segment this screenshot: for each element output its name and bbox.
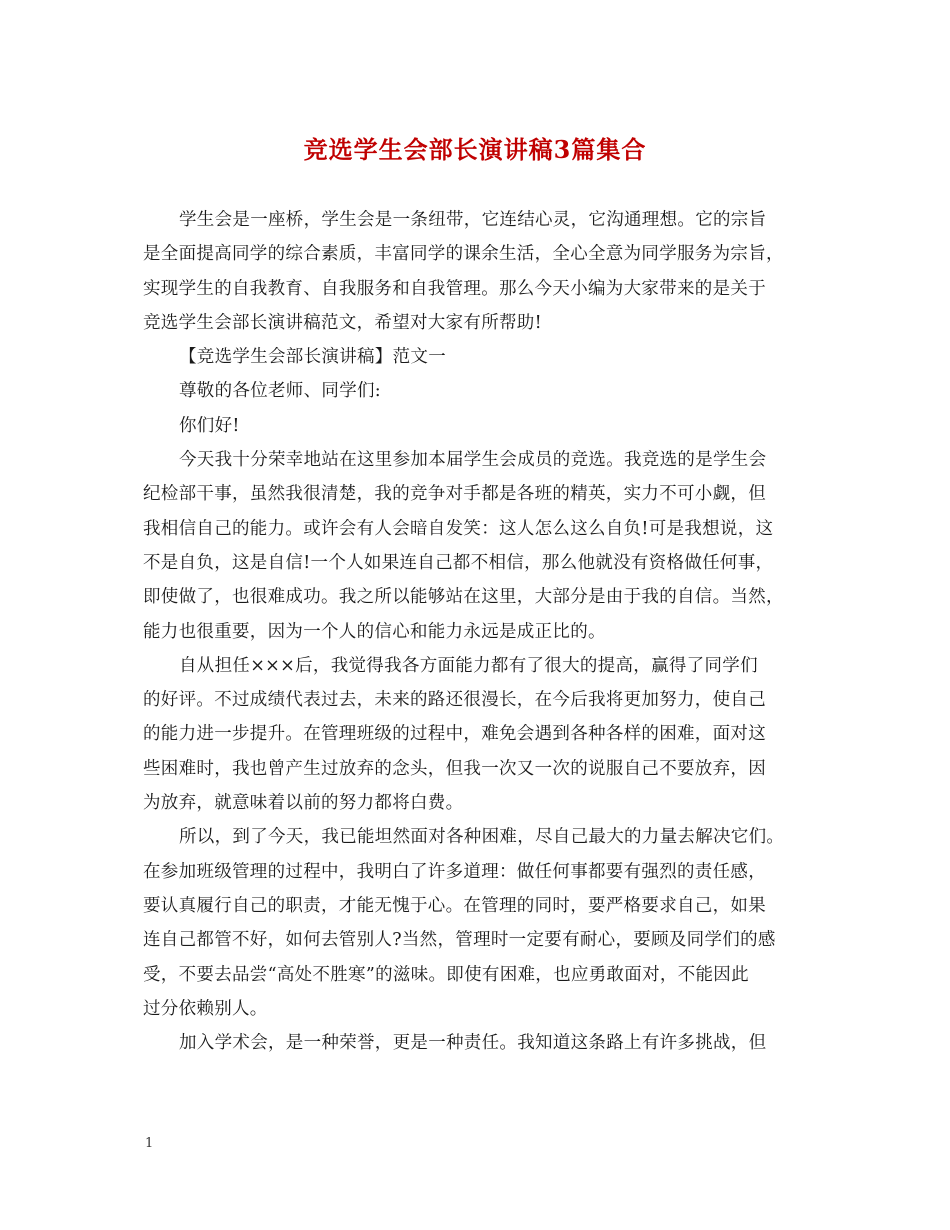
text-line: 所以，到了今天，我已能坦然面对各种困难，尽自己最大的力量去解决它们。 <box>179 827 785 848</box>
text-line: 加入学术会，是一种荣誉，更是一种责任。我知道这条路上有许多挑战，但 <box>179 1033 767 1054</box>
text-line: 【竞选学生会部长演讲稿】范文一 <box>179 347 446 368</box>
text-line: 尊敬的各位老师、同学们: <box>179 381 381 402</box>
document-body <box>143 203 818 1060</box>
text-line: 的能力进一步提升。在管理班级的过程中，难免会遇到各种各样的困难，面对这 <box>143 724 766 745</box>
text-line: 为放弃，就意味着以前的努力都将白费。 <box>143 793 464 814</box>
text-line: 些困难时，我也曾产生过放弃的念头，但我一次又一次的说服自己不要放弃，因 <box>143 758 766 779</box>
text-line: 自从担任×××后，我觉得我各方面能力都有了很大的提高，赢得了同学们 <box>179 655 758 676</box>
text-line: 要认真履行自己的职责，才能无愧于心。在管理的同时，要严格要求自己，如果 <box>143 895 766 916</box>
text-line: 纪检部干事，虽然我很清楚，我的竞争对手都是各班的精英，实力不可小觑，但 <box>143 484 766 505</box>
text-line: 能力也很重要，因为一个人的信心和能力永远是成正比的。 <box>143 621 606 642</box>
text-line: 的好评。不过成绩代表过去，未来的路还很漫长，在今后我将更加努力，使自己 <box>143 690 766 711</box>
text-line: 我相信自己的能力。或许会有人会暗自发笑：这人怎么这么自负!可是我想说，这 <box>143 518 774 539</box>
page-number: 1 <box>145 1136 154 1151</box>
text-line: 竞选学生会部长演讲稿范文，希望对大家有所帮助! <box>143 312 542 333</box>
document-title: 竞选学生会部长演讲稿3篇集合 <box>303 135 647 164</box>
text-line: 在参加班级管理的过程中，我明白了许多道理：做任何事都要有强烈的责任感， <box>143 861 766 882</box>
text-line: 受，不要去品尝“高处不胜寒”的滋味。即使有困难，也应勇敢面对，不能因此 <box>143 964 749 985</box>
text-line: 你们好! <box>179 415 240 436</box>
text-line: 即使做了，也很难成功。我之所以能够站在这里，大部分是由于我的自信。当然， <box>143 587 784 608</box>
text-line: 不是自负，这是自信!一个人如果连自己都不相信，那么他就没有资格做任何事， <box>143 552 774 573</box>
text-line: 今天我十分荣幸地站在这里参加本届学生会成员的竞选。我竞选的是学生会 <box>179 450 767 471</box>
text-line: 学生会是一座桥，学生会是一条纽带，它连结心灵，它沟通理想。它的宗旨 <box>179 210 767 230</box>
text-line: 是全面提高同学的综合素质，丰富同学的课余生活，全心全意为同学服务为宗旨， <box>143 244 784 265</box>
text-line: 实现学生的自我教育、自我服务和自我管理。那么今天小编为大家带来的是关于 <box>143 278 766 299</box>
text-line: 过分依赖别人。 <box>143 998 268 1019</box>
text-line: 连自己都管不好，如何去管别人?当然，管理时一定要有耐心，要顾及同学们的感 <box>143 930 776 951</box>
